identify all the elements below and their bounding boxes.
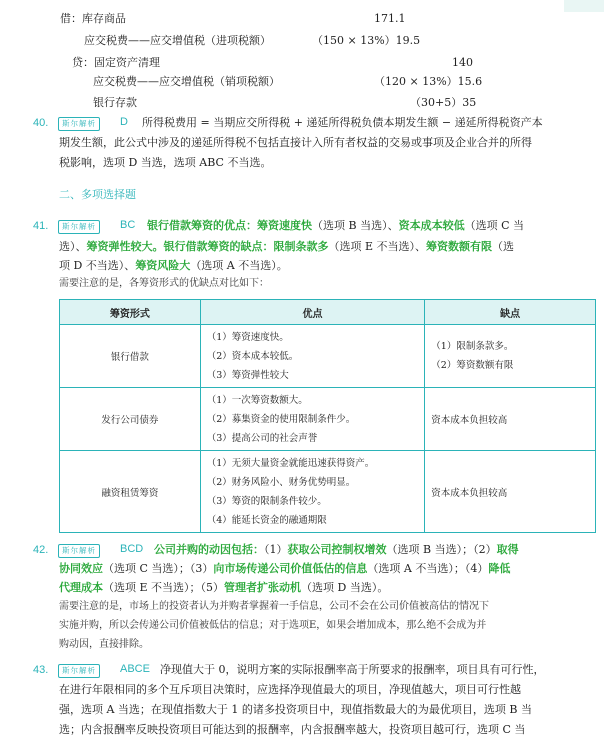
- highlight: 获取公司控制权增效: [287, 544, 387, 556]
- text: （选项 E 不当选）；（5）: [103, 581, 225, 594]
- explanation-line: [59, 256, 288, 276]
- pros-item: （3）筹资弹性较大: [206, 369, 289, 381]
- pros-item: （1）一次筹资数额大。: [206, 394, 308, 406]
- pros-item: （3）提高公司的社会声誉: [206, 432, 318, 444]
- question-number: 43.: [33, 664, 49, 676]
- analysis-tag: 斯尔解析: [58, 544, 100, 558]
- highlight: 管理者扩张动机: [224, 582, 302, 594]
- text: （选: [492, 240, 515, 253]
- note-line: 需要注意的是，市场上的投资者认为并购者掌握着一手信息，公司不会在公司价值被高估的情况下: [59, 601, 489, 612]
- cons-cell: [425, 325, 596, 388]
- text: 项 D 不当选）、: [59, 259, 136, 272]
- journal-amount: （150 × 13%）19.5: [312, 34, 421, 47]
- explanation-line: 税影响，选项 D 当选，选项 ABC 不当选。: [59, 156, 272, 169]
- explanation-line: [59, 578, 388, 598]
- highlight: 筹资弹性较大。银行借款筹资的缺点：: [86, 241, 274, 253]
- table-row: [60, 388, 596, 451]
- highlight: 限制条款多: [273, 241, 329, 253]
- question-number: 42.: [33, 544, 49, 556]
- text: （选项 D 当选）。: [301, 581, 389, 594]
- cons-item: （2）筹资数额有限: [431, 360, 514, 371]
- text: （选项 C 当选）；（3）: [103, 562, 214, 575]
- form-cell: 银行借款: [60, 325, 201, 388]
- cons-item: 资本成本负担较高: [431, 487, 508, 499]
- question-number: 41.: [33, 220, 49, 232]
- journal-line: 应交税费——应交增值税（进项税额）: [84, 34, 271, 47]
- journal-line: 贷：固定资产清理: [72, 56, 160, 69]
- text: （1）: [264, 543, 288, 556]
- pros-item: （3）筹资的限制条件较少。: [206, 495, 327, 507]
- highlight: 筹资速度快: [257, 220, 312, 232]
- text: （选项 E 不当选）、: [328, 240, 427, 253]
- column-header: 缺点: [425, 300, 596, 325]
- journal-line: 借：库存商品: [60, 12, 126, 25]
- cons-item: 资本成本负担较高: [431, 415, 508, 426]
- analysis-tag: 斯尔解析: [58, 664, 100, 678]
- pros-cell: [200, 325, 425, 388]
- text: （选项 B 当选）、: [312, 219, 399, 232]
- highlight: 向市场传递公司价值低估的信息: [213, 563, 368, 575]
- table-header-row: [60, 300, 596, 325]
- journal-line: 银行存款: [93, 96, 137, 109]
- note-line: 购动因，直接排除。: [59, 639, 149, 650]
- highlight: 筹资风险大: [135, 260, 191, 272]
- pros-item: （2）资本成本较低。: [206, 350, 299, 362]
- highlight: 代理成本: [59, 582, 103, 594]
- text: （选项 A 不当选）。: [190, 259, 288, 272]
- question-number: 40.: [33, 117, 49, 129]
- journal-line: 应交税费——应交增值税（销项税额）: [93, 75, 280, 88]
- note-line: 实施并购，所以会传递公司价值被低估的信息；对于选项E，如果会增加成本，那么绝不会成为并: [59, 620, 487, 631]
- pros-cell: [200, 388, 425, 451]
- pros-item: （2）财务风险小、财务优势明显。: [206, 476, 356, 488]
- explanation-line: [147, 216, 524, 236]
- highlight: 公司并购的动因包括：: [154, 544, 264, 556]
- explanation-line: 净现值大于 0，说明方案的实际报酬率高于所要求的报酬率，项目具有可行性，: [160, 663, 545, 676]
- explanation-line: [59, 237, 514, 257]
- cons-item: （1）限制条款多。: [431, 341, 514, 352]
- answer-letters: BC: [120, 219, 136, 231]
- explanation-line: 强，选项 A 当选；在现值指数大于 1 的诸多投资项目中，现值指数最大的为最优项目，选项 B 当: [59, 703, 533, 716]
- pros-item: （2）募集资金的使用限制条件少。: [206, 413, 356, 425]
- explanation-line: 所得税费用 = 当期应交所得税 + 递延所得税负债本期发生额 − 递延所得税资产本: [142, 116, 543, 129]
- explanation-line: [59, 559, 510, 579]
- form-cell: 发行公司债券: [60, 388, 201, 451]
- pros-cell: [200, 451, 425, 533]
- note-line: 需要注意的是，各筹资形式的优缺点对比如下：: [59, 278, 269, 289]
- highlight: 资本成本较低: [398, 220, 465, 232]
- journal-amount: （30+5）35: [410, 96, 477, 109]
- text: （选项 C 当: [464, 219, 524, 232]
- analysis-tag: 斯尔解析: [58, 220, 100, 234]
- financing-comparison-table: [59, 299, 596, 533]
- pros-item: （4）能延长资金的融通期限: [206, 514, 327, 526]
- text: （选项 B 当选）；（2）: [386, 543, 497, 556]
- highlight: 银行借款筹资的优点：: [147, 220, 257, 232]
- explanation-line: 在进行年限相同的多个互斥项目决策时，应选择净现值最大的项目，净现值越大，项目可行性越: [59, 683, 521, 696]
- cons-cell: [425, 451, 596, 533]
- journal-amount: （120 × 13%）15.6: [374, 75, 483, 88]
- text: 选）、: [59, 240, 87, 253]
- highlight: 取得: [496, 544, 519, 556]
- answer-letters: D: [120, 116, 128, 128]
- answer-letters: ABCE: [120, 663, 150, 675]
- column-header: 优点: [200, 300, 425, 325]
- text: （选项 A 不当选）；（4）: [367, 562, 489, 575]
- form-cell: 融资租赁筹资: [60, 451, 201, 533]
- explanation-line: 期发生额，此公式中涉及的递延所得税不包括直接计入所有者权益的交易或事项及企业合并的所得: [59, 136, 532, 149]
- explanation-line: 选；内含报酬率反映投资项目可能达到的报酬率，内含报酬率越大，投资项目越可行，选项 C 当: [59, 723, 526, 736]
- pros-item: （1）筹资速度快。: [206, 331, 289, 343]
- analysis-tag: 斯尔解析: [58, 117, 100, 131]
- journal-amount: 171.1: [374, 12, 406, 25]
- column-header: 筹资形式: [60, 300, 201, 325]
- explanation-line: [154, 540, 519, 560]
- corner-decoration: [564, 0, 604, 12]
- pros-item: （1）无须大量资金就能迅速获得资产。: [206, 457, 375, 469]
- highlight: 筹资数额有限: [426, 241, 493, 253]
- section-title: 二、多项选择题: [59, 189, 136, 201]
- journal-amount: 140: [452, 56, 473, 69]
- highlight: 协同效应: [59, 563, 103, 575]
- answer-letters: BCD: [120, 543, 144, 555]
- cons-cell: [425, 388, 596, 451]
- table-row: [60, 451, 596, 533]
- table-row: [60, 325, 596, 388]
- highlight: 降低: [488, 563, 511, 575]
